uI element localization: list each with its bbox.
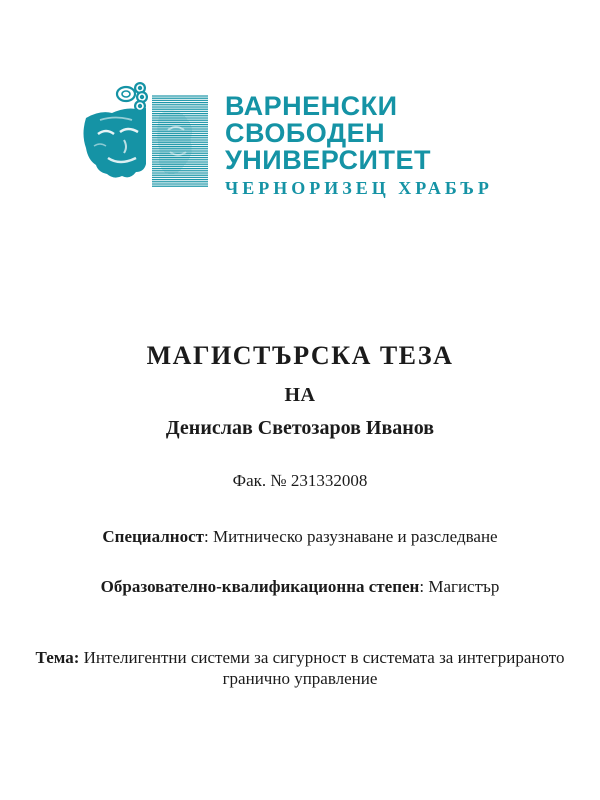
- faculty-number: Фак. № 231332008: [232, 471, 368, 490]
- specialty-separator: :: [203, 527, 209, 546]
- topic-text-line-2: гранично управление: [222, 669, 378, 688]
- topic-label: Тема:: [35, 648, 80, 667]
- university-name-line: УНИВЕРСИТЕТ: [225, 145, 431, 175]
- specialty-line: [0, 527, 600, 547]
- topic-block: [0, 647, 600, 689]
- logo-scroll-ornament: [117, 82, 148, 112]
- university-patron-name: ЧЕРНОРИЗЕЦ ХРАБЪР: [225, 178, 493, 198]
- degree-separator: :: [419, 577, 425, 596]
- specialty-label: Специалност: [102, 527, 204, 546]
- specialty-value: Митническо разузнаване и разследване: [212, 527, 498, 546]
- thesis-author-name: Денислав Светозаров Иванов: [165, 417, 435, 439]
- degree-value: Магистър: [428, 577, 500, 596]
- university-name: [225, 93, 493, 197]
- degree-label: Образователно-квалификационна степен: [100, 577, 420, 596]
- topic-text-line-1: Интелигентни системи за сигурност в системата за интегрираното: [83, 648, 565, 667]
- degree-line: [0, 577, 600, 597]
- thesis-title: МАГИСТЪРСКА ТЕЗА: [146, 341, 454, 370]
- topic-line-1: [0, 647, 600, 668]
- university-name-line: СВОБОДЕН: [225, 118, 386, 148]
- thesis-preposition: НА: [284, 384, 316, 406]
- university-name-line: ВАРНЕНСКИ: [225, 91, 398, 121]
- university-logo-icon: [80, 80, 210, 192]
